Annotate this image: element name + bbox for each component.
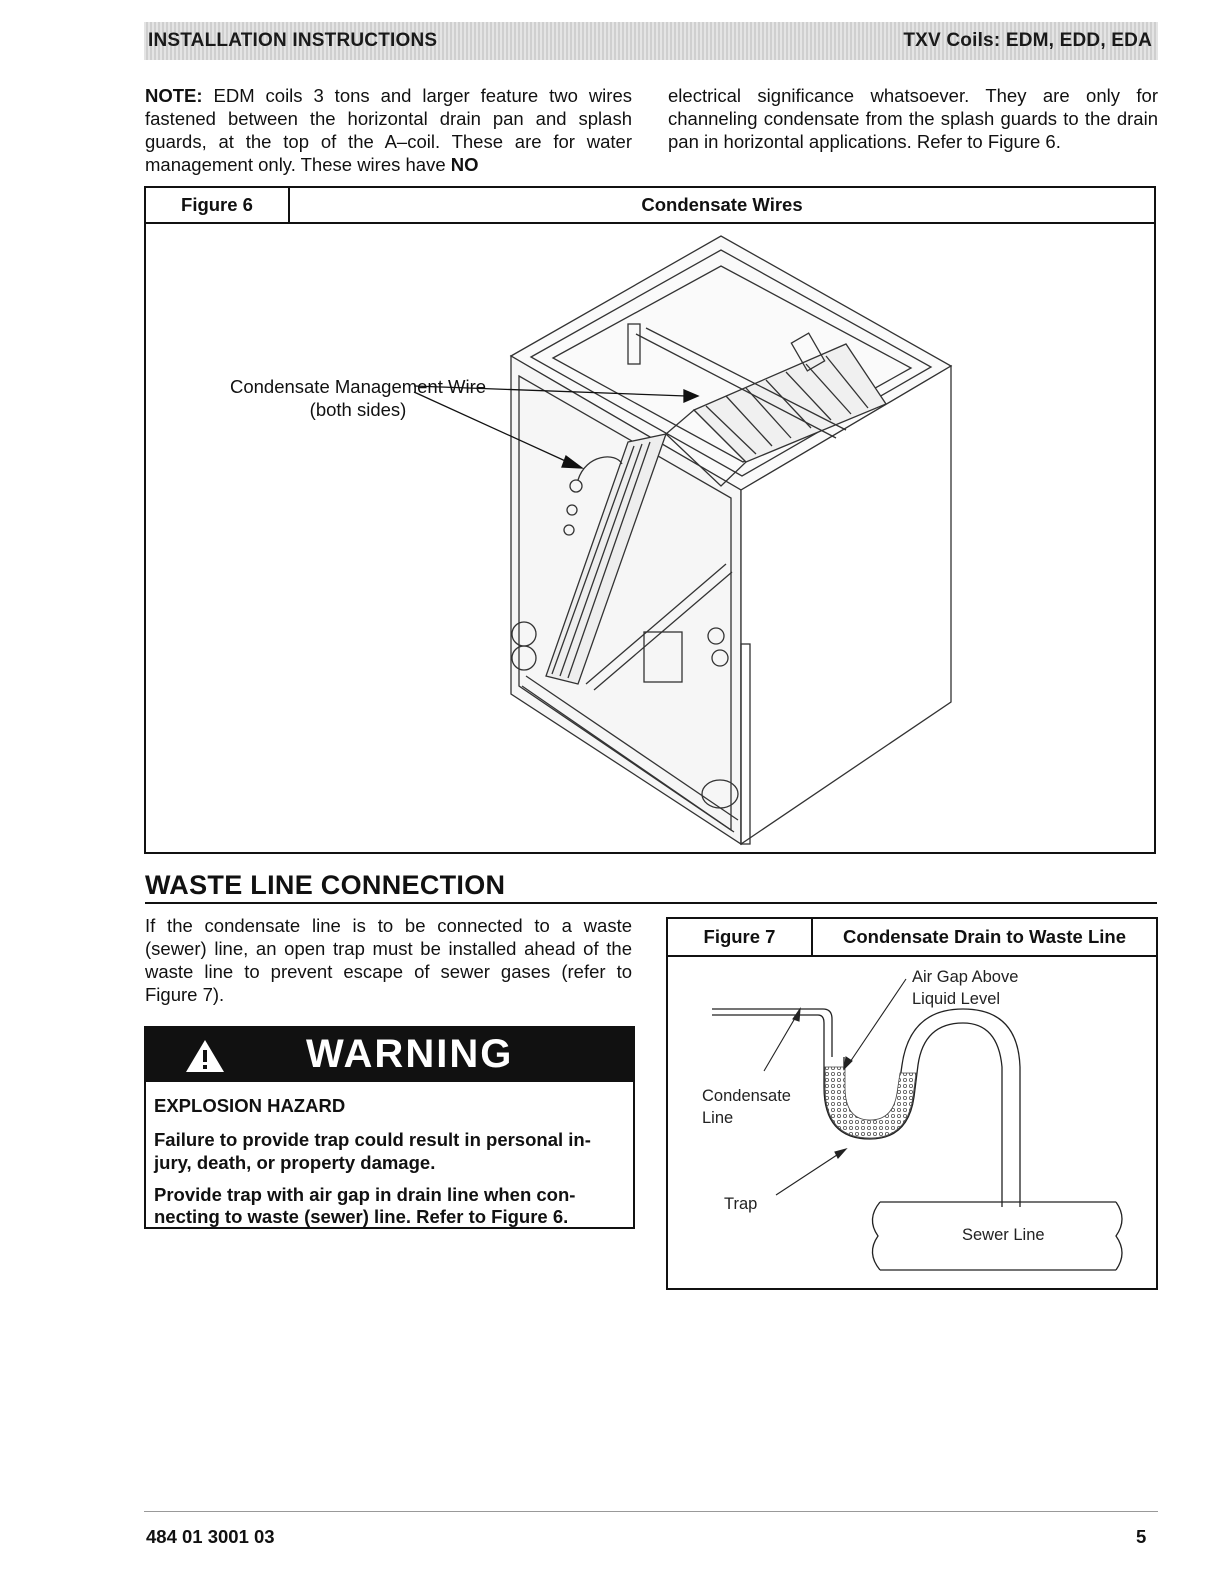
footer-part-number: 484 01 3001 03 [146, 1526, 275, 1547]
warning-line-2: jury, death, or property damage. [154, 1152, 436, 1173]
air-gap-label-1: Air Gap Above [912, 968, 1019, 986]
air-gap-label-2: Liquid Level [912, 990, 1001, 1008]
figure-6-caption [146, 188, 1154, 224]
figure-7-title: Condensate Drain to Waste Line [842, 926, 1127, 947]
note-column-right [668, 84, 1158, 153]
footer-page-number: 5 [1136, 1526, 1147, 1547]
warning-line-4: necting to waste (sewer) line. Refer to Figure 6. [154, 1206, 569, 1227]
figure-6-callout [208, 375, 508, 421]
warning-hazard: EXPLOSION HAZARD [154, 1095, 346, 1116]
figure-7-caption [668, 919, 1156, 957]
warning-line-3: Provide trap with air gap in drain line when con- [154, 1184, 576, 1205]
figure-7-number: Figure 7 [668, 919, 813, 955]
figure-7 [666, 917, 1158, 1290]
warning-banner [146, 1028, 633, 1082]
note-label: NOTE: [145, 85, 203, 106]
condensate-label-1: Condensate [702, 1087, 791, 1105]
page-header [144, 22, 1158, 60]
figure-6-title: Condensate Wires [641, 194, 803, 215]
note-column-left [145, 84, 632, 176]
warning-line-1: Failure to provide trap could result in personal in- [154, 1129, 591, 1150]
header-section-title: INSTALLATION INSTRUCTIONS [148, 30, 438, 51]
warning-triangle-icon [184, 1038, 226, 1074]
callout-line-2: (both sides) [309, 399, 407, 420]
warning-word: WARNING [306, 1032, 514, 1076]
sewer-line-label: Sewer Line [962, 1226, 1045, 1244]
callout-line-1: Condensate Management Wire [229, 376, 487, 397]
note-text-a: EDM coils 3 tons and larger feature two wires fastened between the horizontal drain pan and splash guards, at the top of the A–coil. These are for water management only. These wires have [145, 85, 632, 175]
note-text-b: electrical significance whatsoever. They are only for channeling condensate from the splash guards to the drain pan in horizontal applications. Refer to Figure 6. [668, 85, 1158, 152]
waste-line-heading: WASTE LINE CONNECTION [145, 870, 506, 900]
figure-6 [144, 186, 1156, 854]
figure-6-number: Figure 6 [146, 188, 290, 222]
condensate-label-2: Line [702, 1109, 734, 1127]
section-rule [145, 902, 1157, 904]
header-product-title: TXV Coils: EDM, EDD, EDA [903, 30, 1152, 51]
trap-label: Trap [724, 1195, 758, 1213]
footer-rule [144, 1511, 1158, 1512]
warning-box [144, 1026, 635, 1229]
coil-cabinet-illustration [146, 224, 1154, 852]
waste-line-paragraph: If the condensate line is to be connected to a waste (sewer) line, an open trap must be installed ahead of the waste line to prevent escape of sewer gases (refer to Figure 7). [145, 915, 632, 1005]
note-emphasis: NO [450, 154, 479, 175]
